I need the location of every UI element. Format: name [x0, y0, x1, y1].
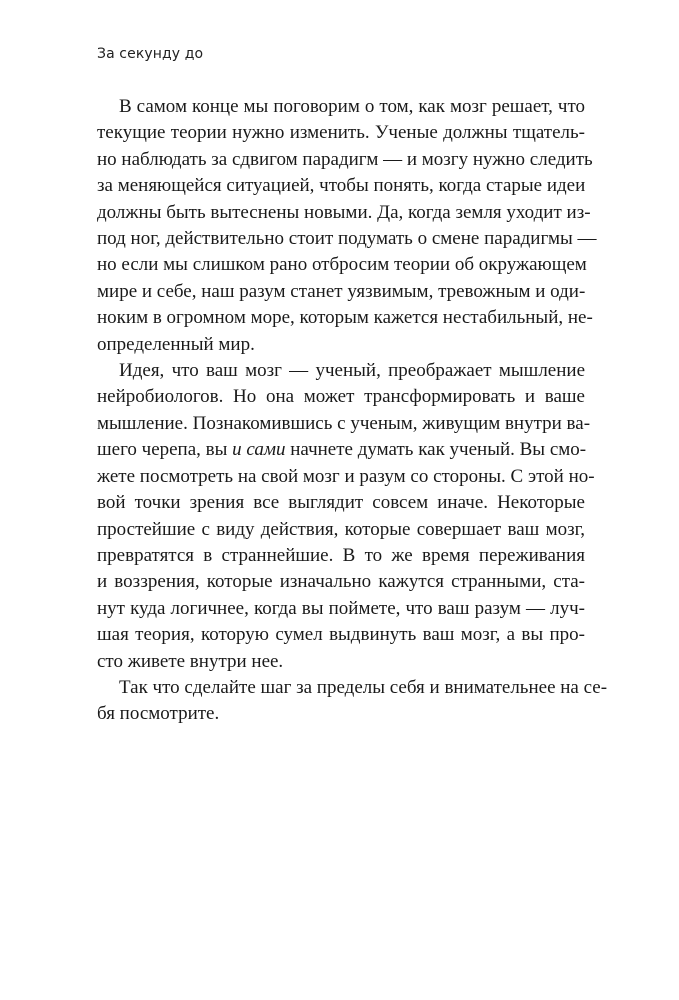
paragraph-2 [97, 358, 595, 675]
text-line: жете посмотреть на свой мозг и разум со стороны. С этой но- [97, 465, 595, 487]
text-line: Так что сделайте шаг за пределы себя и внимательнее на се- [119, 676, 608, 698]
text-line: простейшие с виду действия, которые совершает ваш мозг, [97, 518, 585, 540]
text-line: нут куда логичнее, когда вы поймете, что ваш разум — луч- [97, 597, 585, 619]
text-line: мире и себе, наш разум станет уязвимым, тревожным и оди- [97, 280, 586, 302]
running-head: За секунду до [97, 46, 204, 62]
text-line: ноким в огромном море, которым кажется нестабильный, не- [97, 307, 593, 329]
text-line: за меняющейся ситуацией, чтобы понять, когда старые идеи [97, 175, 586, 197]
text-line: вой точки зрения все выглядит совсем иначе. Некоторые [97, 492, 585, 514]
text-run: шего черепа, вы [97, 439, 233, 461]
italic-emphasis: и сами [232, 439, 286, 461]
text-line: Идея, что ваш мозг — ученый, преображает мышление [119, 360, 585, 382]
text-line: под ног, действительно стоит подумать о смене парадигмы — [97, 228, 597, 250]
paragraph-3 [97, 675, 608, 728]
text-line-with-italic [97, 437, 585, 463]
text-line: текущие теории нужно изменить. Ученые должны тщатель- [97, 122, 585, 144]
text-line: шая теория, которую сумел выдвинуть ваш мозг, а вы про- [97, 624, 585, 646]
text-line: определенный мир. [97, 333, 255, 355]
text-line: превратятся в страннейшие. В то же время переживания [97, 544, 585, 566]
text-line: должны быть вытеснены новыми. Да, когда земля уходит из- [97, 201, 591, 223]
text-line: нейробиологов. Но она может трансформировать и ваше [97, 386, 585, 408]
text-line: сто живете внутри нее. [97, 650, 284, 672]
text-line: но наблюдать за сдвигом парадигм — и мозгу нужно следить [97, 148, 593, 170]
text-line: но если мы слишком рано отбросим теории об окружающем [97, 254, 587, 276]
text-line: и воззрения, которые изначально кажутся странными, ста- [97, 571, 585, 593]
text-line: мышление. Познакомившись с ученым, живущим внутри ва- [97, 412, 591, 434]
body-text [97, 94, 608, 728]
text-line: бя посмотрите. [97, 703, 220, 725]
text-line: В самом конце мы поговорим о том, как мозг решает, что [119, 96, 585, 117]
paragraph-1 [97, 94, 597, 358]
text-run: начнете думать как ученый. Вы смо- [285, 439, 587, 461]
